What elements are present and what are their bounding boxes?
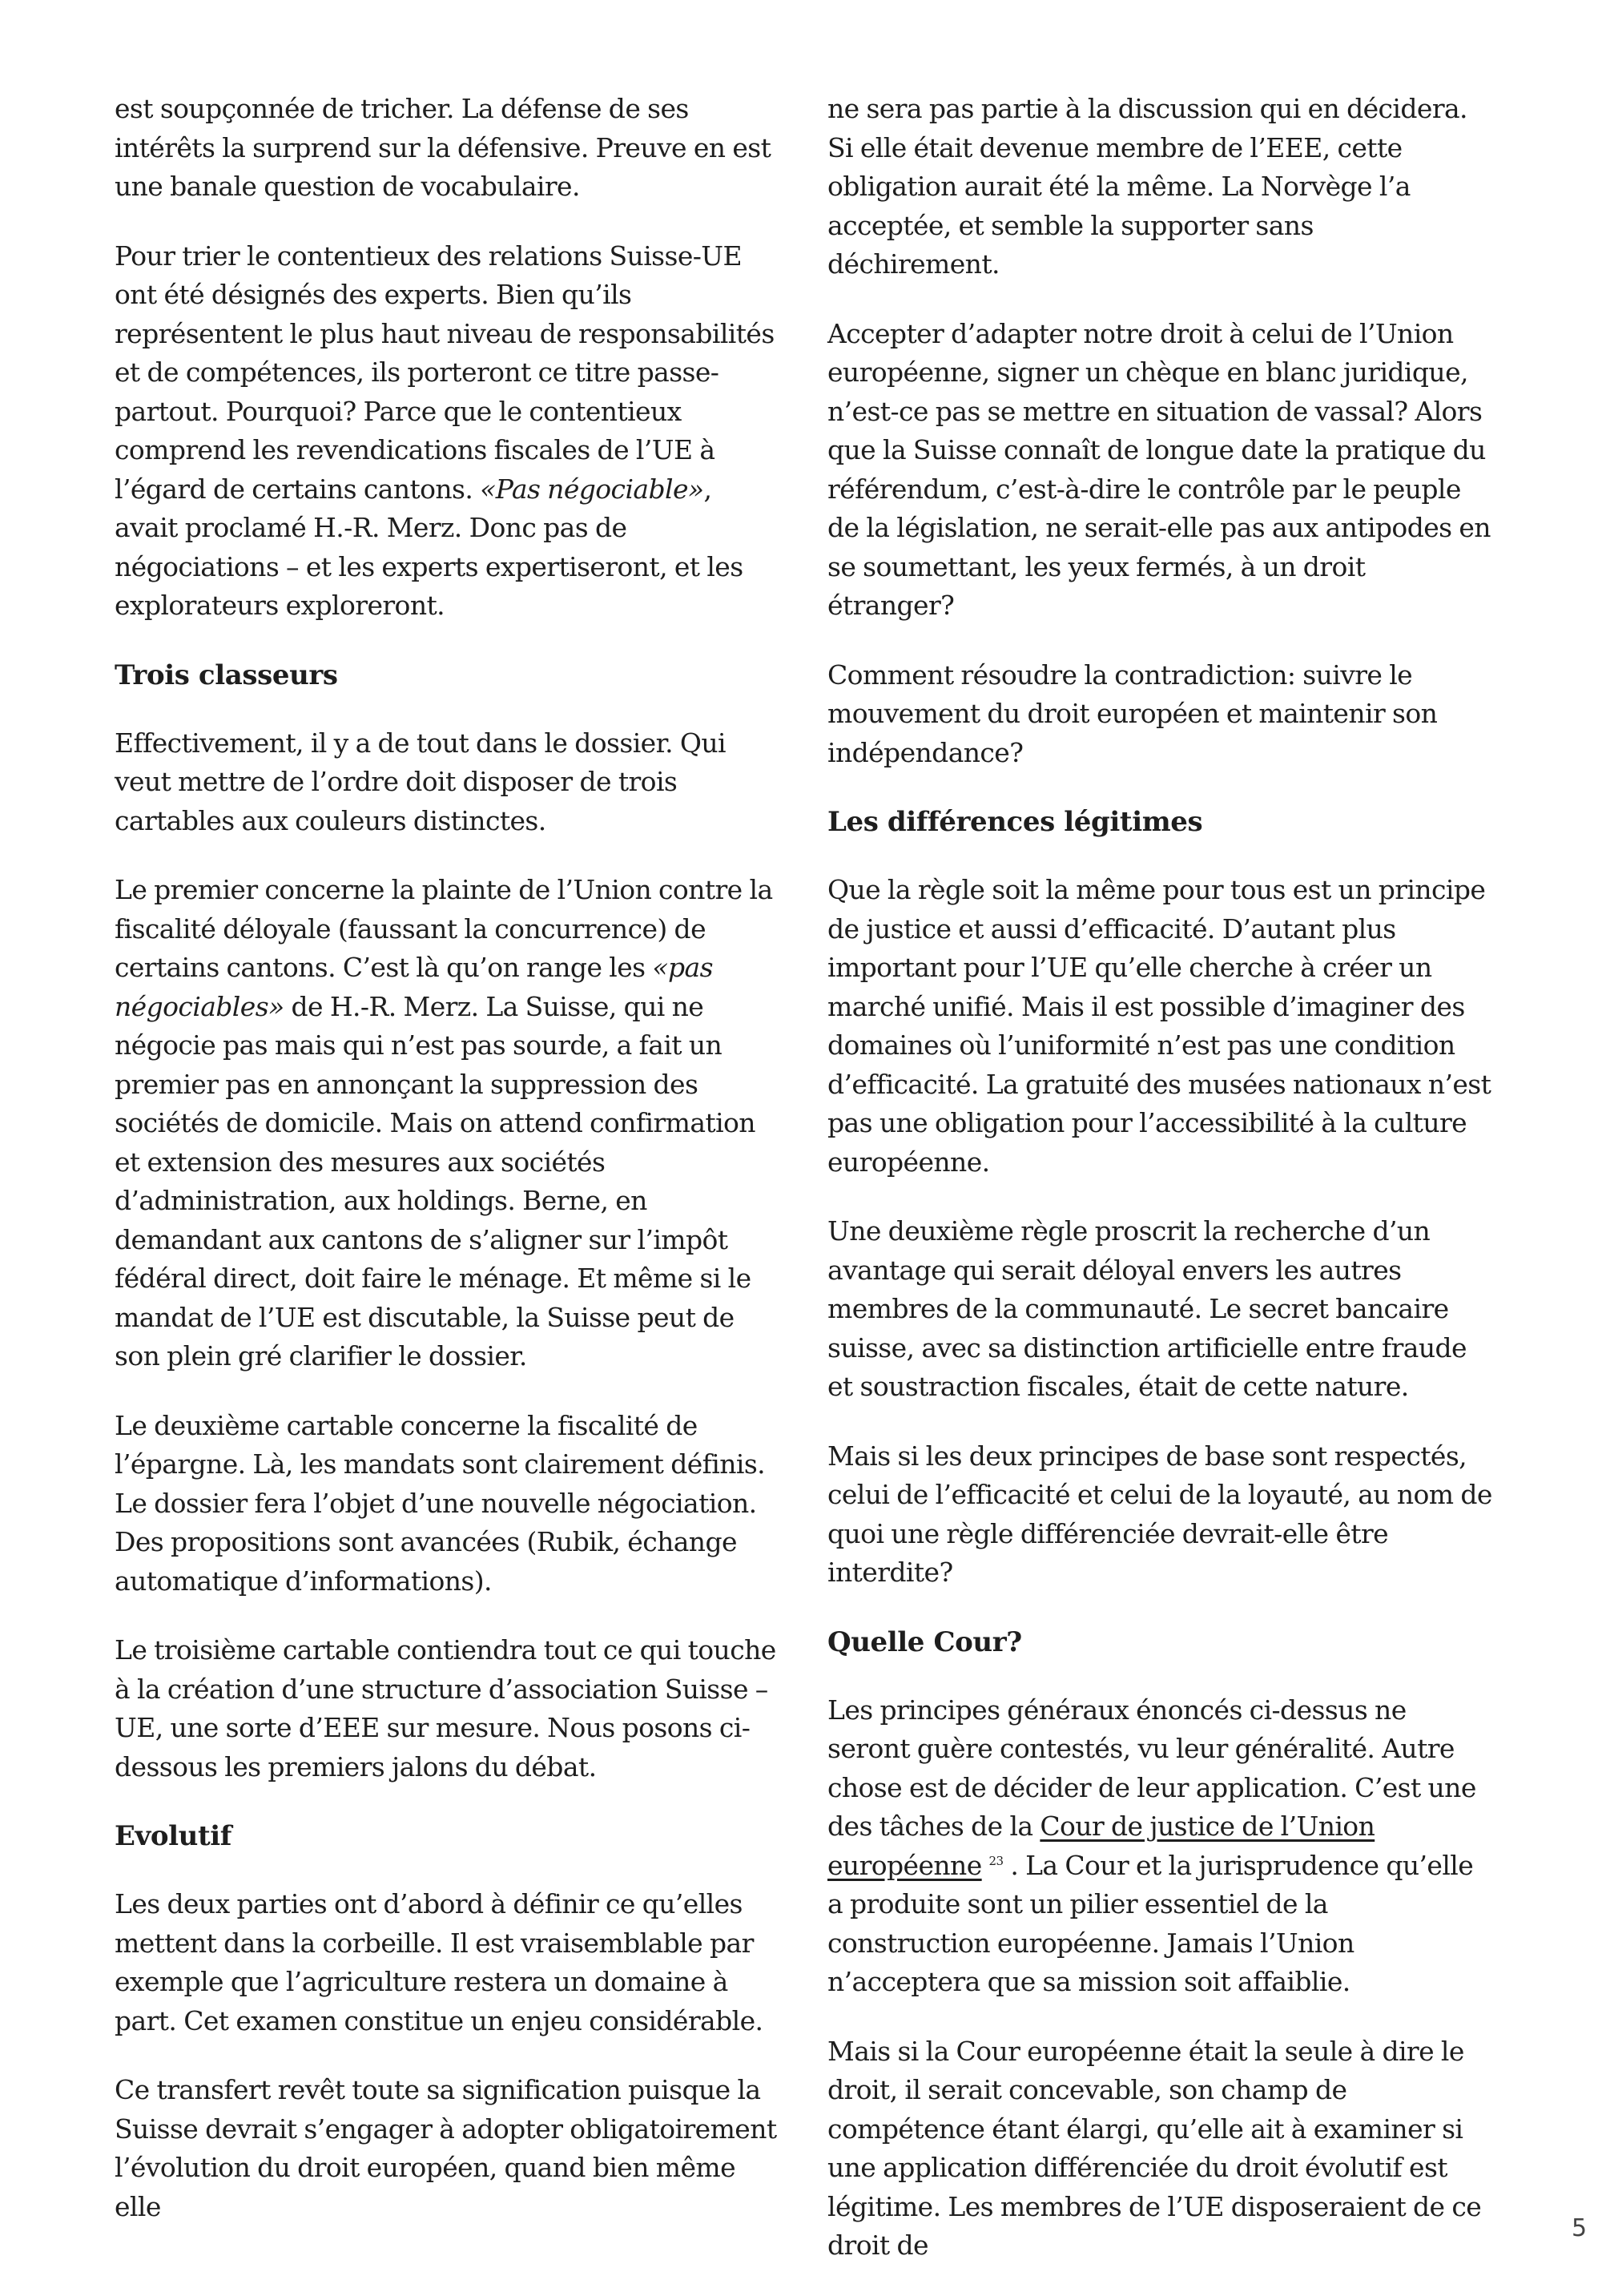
section-heading: Evolutif (115, 1820, 232, 1852)
text-run: Le premier concerne la plainte de l’Union contre la fiscalité déloyale (faussant la concurrence) de certains cantons. C’est là qu’on range les (115, 874, 773, 983)
paragraph (827, 1691, 1492, 2002)
paragraph: Ce transfert revêt toute sa signification puisque la Suisse devrait s’engager à adopter obligatoirement l’évolution du droit européen, quand bien même elle (115, 2074, 777, 2222)
text-run: de H.-R. Merz. La Suisse, qui ne négocie pas mais qui n’est pas sourde, a fait un premier pas en annonçant la suppression des sociétés de domicile. Mais on attend confirmation et extension des mesures aux sociétés d’administration, aux holdings. Berne, en demandant aux cantons de s’aligner sur l’impôt fédéral direct, doit faire le ménage. Et même si le mandat de l’UE est discutable, la Suisse peut de son plein gré clarifier le dossier. (115, 990, 755, 1372)
right-column (827, 90, 1492, 2296)
cour-de-justice-link[interactable]: Cour de justice de l’Union européenne (827, 1811, 1375, 1881)
page-number: 5 (1572, 2214, 1588, 2242)
paragraph: Mais si les deux principes de base sont respectés, celui de l’efficacité et celui de la loyauté, au nom de quoi une règle différenciée devrait-elle être interdite? (827, 1440, 1492, 1588)
paragraph: Effectivement, il y a de tout dans le dossier. Qui veut mettre de l’ordre doit disposer de trois cartables aux couleurs distinctes. (115, 727, 726, 836)
section-heading: Quelle Cour? (827, 1625, 1022, 1658)
paragraph: Comment résoudre la contradiction: suivre le mouvement du droit européen et maintenir son indépendance? (827, 659, 1438, 768)
paragraph: Une deuxième règle proscrit la recherche d’un avantage qui serait déloyal envers les autres membres de la communauté. Le secret bancaire suisse, avec sa distinction artificielle entre fraude et soustraction fiscales, était de cette nature. (827, 1215, 1467, 1402)
italic-quote: «Pas négociable» (480, 473, 704, 505)
footnote-marker[interactable]: 23 (988, 1853, 1004, 1868)
text-run: , avait proclamé H.-R. Merz. Donc pas de négociations – et les experts expertiseront, et les explorateurs exploreront. (115, 473, 743, 621)
paragraph (115, 871, 779, 1376)
text-run: Pour trier le contentieux des relations Suisse-UE ont été désignés des experts. Bien qu’ils représentent le plus haut niveau de responsabilités et de compétences, ils porteront ce titre passe-partout. Pourquoi? Parce que le contentieux comprend les revendications fiscales de l’UE à l’égard de certains cantons. (115, 240, 775, 505)
left-column (115, 90, 779, 2257)
paragraph: Le troisième cartable contiendra tout ce qui touche à la création d’une structure d’association Suisse – UE, une sorte d’EEE sur mesure. Nous posons ci-dessous les premiers jalons du débat. (115, 1634, 776, 1782)
section-heading: Les différences légitimes (827, 806, 1203, 838)
paragraph: Mais si la Cour européenne était la seule à dire le droit, il serait concevable, son champ de compétence étant élargi, qu’elle ait à examiner si une application différenciée du droit évolutif est légitime. Les membres de l’UE disposeraient de ce droit de (827, 2035, 1482, 2261)
paragraph: Le deuxième cartable concerne la fiscalité de l’épargne. Là, les mandats sont clairement définis. Le dossier fera l’objet d’une nouvelle négociation. Des propositions sont avancées (Rubik, échange automatique d’informations). (115, 1409, 766, 1597)
paragraph: Accepter d’adapter notre droit à celui de l’Union européenne, signer un chèque en blanc juridique, n’est-ce pas se mettre en situation de vassal? Alors que la Suisse connaît de longue date la pratique du référendum, c’est-à-dire le contrôle par le peuple de la législation, ne serait-elle pas aux antipodes en se soumettant, les yeux fermés, à un droit étranger? (827, 317, 1491, 621)
text-run: Les principes généraux énoncés ci-dessus ne seront guère contestés, vu leur généralité. Autre chose est de décider de leur application. C’est une des tâches de la (827, 1694, 1476, 1842)
paragraph: Que la règle soit la même pour tous est un principe de justice et aussi d’efficacité. D’autant plus important pour l’UE qu’elle cherche à créer un marché unifié. Mais il est possible d’imaginer des domaines où l’uniformité n’est pas une condition d’efficacité. La gratuité des musées nationaux n’est pas une obligation pour l’accessibilité à la culture européenne. (827, 874, 1491, 1178)
paragraph (115, 237, 779, 626)
italic-quote: «pas négociables» (115, 952, 713, 1022)
text-run: . La Cour et la jurisprudence qu’elle a produite sont un pilier essentiel de la construction européenne. Jamais l’Union n’acceptera que sa mission soit affaiblie. (827, 1849, 1474, 1997)
paragraph: Les deux parties ont d’abord à définir ce qu’elles mettent dans la corbeille. Il est vraisemblable par exemple que l’agriculture restera un domaine à part. Cet examen constitue un enjeu considérable. (115, 1888, 763, 2036)
paragraph: est soupçonnée de tricher. La défense de ses intérêts la surprend sur la défensive. Preuve en est une banale question de vocabulaire. (115, 93, 771, 202)
section-heading: Trois classeurs (115, 659, 338, 691)
paragraph: ne sera pas partie à la discussion qui en décidera. Si elle était devenue membre de l’EEE, cette obligation aurait été la même. La Norvège l’a acceptée, et semble la supporter sans déchirement. (827, 93, 1467, 280)
